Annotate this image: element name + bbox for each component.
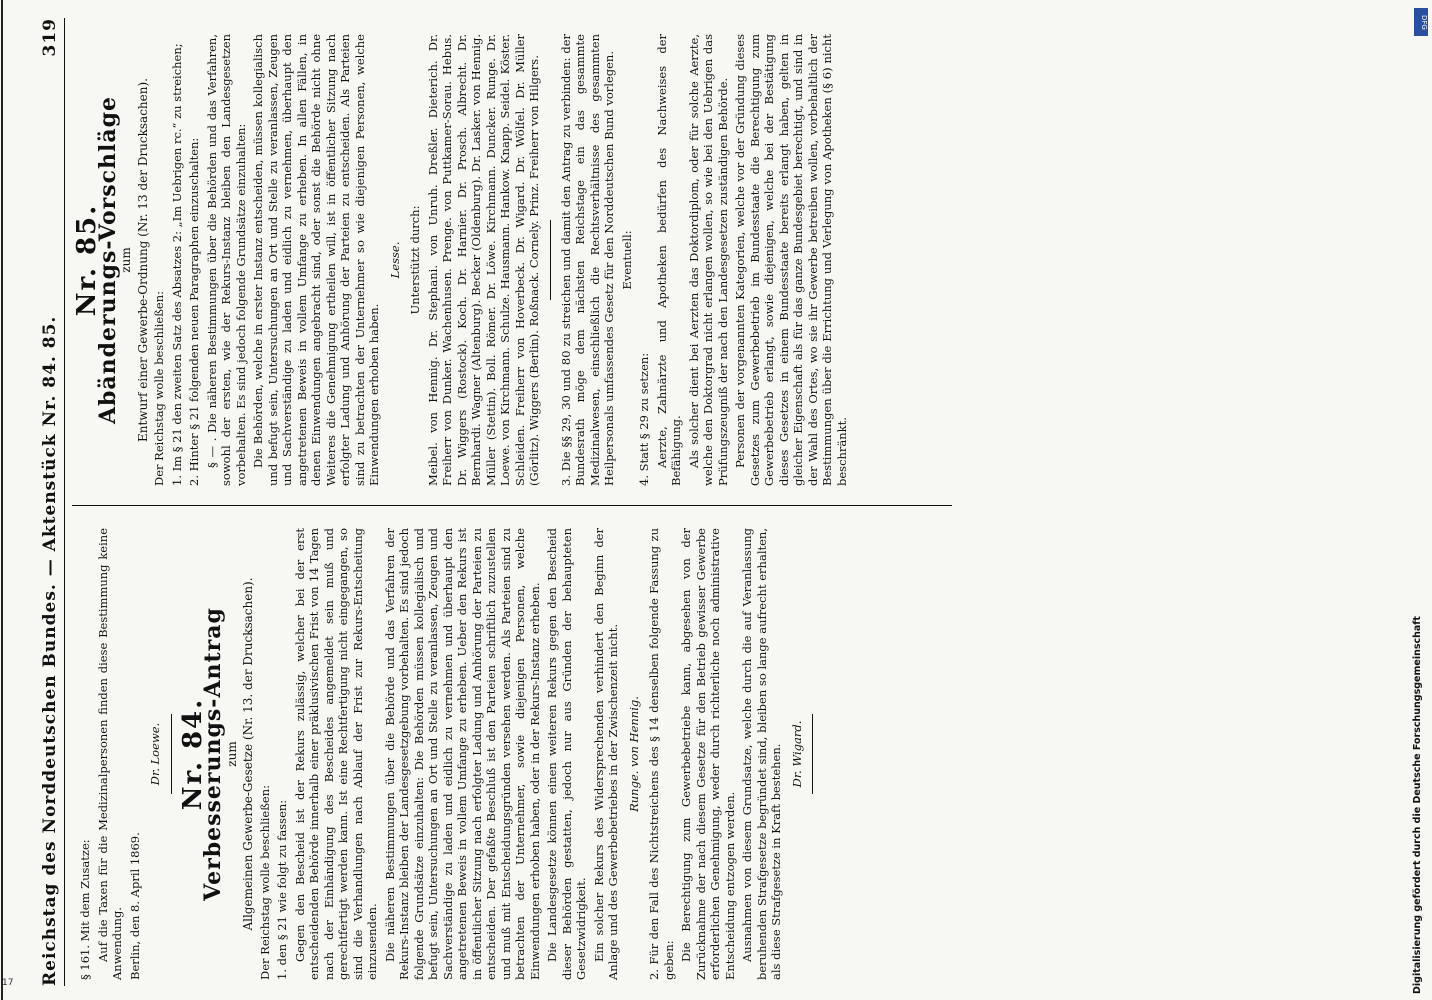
- number-84: Nr. 84.: [177, 697, 208, 811]
- running-header: [40, 18, 66, 986]
- r-para-body2: Die Behörden, welche in erster Instanz entscheiden, müssen kollegialisch und befugt sein, Untersuchungen an Ort und Stelle zu veranlassen, Zeugen und Sachverständige zu laden und eidlich zu vernehmen, überhaupt den angetretenen Beweis in vollem Umfange zu erheben. In allen Fällen, in denen Einwendungen angebracht sind, oder sonst die Behörde nicht ohne Weiteres die Genehmigung ertheilen will, ist in öffentlicher Sitzung nach erfolgter Ladung und Anhörung der Parteien zu entscheiden. Als Parteien sind zu betrachten der Unternehmer so wie diejenigen Personen, welche Einwendungen erhoben haben.: [251, 34, 381, 486]
- page-number: 319: [40, 18, 60, 57]
- item2-body1: Die Berechtigung zum Gewerbebetriebe kann, abgesehen von der Zurücknahme der nach diesem Gesetze für den Betrieb gewisser Gewerbe erforderlichen Genehmigung, weder durch richterliche noch administrative Entscheidung entzogen werden.: [679, 528, 737, 980]
- item2-body2: Ausnahmen von diesem Grundsatze, welche durch die auf Veranlassung beruhenden Strafgesetze begründet sind, bleiben so lange aufrecht erhalten, als diese Strafgesetze in Kraft bestehen.: [740, 528, 783, 980]
- rotated-page-content: [12, 18, 1412, 986]
- separator-r: [550, 220, 551, 300]
- title-85: Abänderungs-Vorschläge: [94, 95, 121, 425]
- r-item4-body3: Personen der vorgenannten Kategorien, welche vor der Gründung dieses Gesetzes zum Gewerbebetrieb im Bundesstaate die Berechtigung zum Gewerbebetrieb erlangt, sowie diejenigen, welche bei der Bestätigung dieses Gesetzes in einem Bundesstaate bereits erlangt haben, gelten in gleicher Eigenschaft als für das ganze Bundesgebiet berechtigt, und sind in der Wahl des Ortes, wo sie ihr Gewerbe betreiben wollen, vorbehaltlich der Bestimmungen über die Errichtung und Verlegung von Apotheken (§ 6) nicht beschränkt.: [733, 34, 849, 486]
- digitization-note: Digitalisierung gefördert durch die Deutsche Forschungsgemeinschaft: [1412, 616, 1423, 994]
- r-item4-body1: Aerzte, Zahnärzte und Apotheken bedürfen des Nachweises der Befähigung.: [654, 34, 683, 486]
- r-item1: 1. Im § 21 den zweiten Satz des Absatzes 2: „Im Uebrigen rc.“ zu streichen;: [169, 43, 184, 486]
- column-divider: [72, 505, 952, 506]
- item2-head: 2. Für den Fall des Nichtstreichens des § 14 denselben folgende Fassung zu geben:: [647, 528, 676, 980]
- eventuell: Eventuell:: [619, 230, 634, 290]
- separator-end: [812, 714, 813, 794]
- supported-by: Unterstützt durch:: [408, 205, 422, 315]
- item1-body1: Gegen den Bescheid ist der Rekurs zulässig, welcher bei der erst entscheidenden Behörde innerhalb einer präklusivischen Frist von 14 Tagen nach der Einhändigung des Bescheides angemeldet sein muß und gerechtfertigt werden kann. Ist eine Rechtfertigung nicht eingegangen, so sind die Verhandlungen nach Ablauf der Frist zur Rekurs-Entscheitung einzusenden.: [292, 528, 379, 980]
- r-item4-head: 4. Statt § 29 zu setzen:: [637, 352, 651, 486]
- item1-body2: Die näheren Bestimmungen über die Behörde und das Verfahren der Rekurs-Instanz bleiben der Landesgesetzgebung vorbehalten. Es sind jedoch folgende Grundsätze einzuhalten: Die Behörden müssen kollegialisch und befugt sein, Untersuchungen an Ort und Stelle zu veranlassen, Zeugen und Sachverständige zu laden und eidlich zu vernehmen und überhaupt den angetretenen Beweis in vollem Umfange zu erheben. Ueber den Rekurs ist in öffentlicher Sitzung nach erfolgter Ladung und Anhörung der Parteien zu entscheiden. Der gefaßte Beschluß ist den Parteien schriftlich zuzustellen und muß mit Entscheidungsgründen versehen werden. Als Parteien sind zu betrachten der Unternehmer, sowie diejenigen Personen, welche Einwendungen erhoben haben, oder in der Rekurs-Instanz erheben.: [382, 528, 542, 980]
- supporters-list: Meibel. von Hennig. Dr. Stephani. von Unruh. Dreßler. Dieterich. Dr. Freiherr von Dunker. Wachenhusen. Prenge. von Puttkamer-Sorau. Hebus. Dr. Wiggers (Rostock). Koch. Dr. Harnier. Dr. Prosch. Albrecht. Dr. Bernhardi. Wagner (Altenburg). Becker (Oldenburg). Dr. Lasker. von Hennig. Müller (Stettin). Boll. Römer. Dr. Löwe. Kirchmann. Duncker. Runge. Dr. Loewe. von Kirchmann. Schulze. Hausmann. Hankow. Knapp. Seidel. Köster. Schleiden. Freiherr von Hoverbeck. Dr. Wigard. Dr. Wölfel. Dr. Müller (Görlitz). Wiggers (Berlin). Roßnack. Cornely. Prinz. Freiherr von Hilgers.: [425, 34, 541, 486]
- r-item4-body2: Als solcher dient bei Aerzten das Doktordiplom, oder für solche Aerzte, welche den Doktorgrad nicht erlangen wollen, so wie bei den Uebrigen das Prüfungszeugniß der nach den Landesgesetzen zuständigen Behörde.: [686, 34, 730, 486]
- signature-lesse: Lesse.: [387, 241, 402, 279]
- r-item2: 2. Hinter § 21 folgenden neuen Paragraphen einzuschalten:: [187, 137, 201, 486]
- item1-head: 1. den § 21 wie folgt zu fassen:: [275, 799, 289, 980]
- item1-body3: Die Landesgesetze können einen weiteren Rekurs gegen den Bescheid dieser Behörden gestatten, jedoch nur aus Gründen der behaupteten Gesetzwidrigkeit.: [545, 528, 588, 980]
- r-item3: 3. Die §§ 29, 30 und 80 zu streichen und damit den Antrag zu verbinden: der Bundesrath möge dem nächsten Reichstage ein das gesammte Medizinalwesen, einschließlich die Rechtsverhältnisse des gesammten Heilpersonals umfassendes Gesetz für den Norddeutschen Bund vorlegen.: [558, 34, 616, 486]
- item1-body4: Ein solcher Rekurs des Widersprechenden verhindert den Beginn der Anlage und des Gewerbebetriebes in der Zwischenzeit nicht.: [591, 528, 620, 980]
- signature-wigard: Dr. Wigard.: [789, 720, 804, 788]
- signature-runge: Runge. von Hennig.: [626, 696, 641, 812]
- page-edge: [1, 0, 3, 1000]
- place-date: Berlin, den 8. April 1869.: [127, 832, 142, 980]
- right-column: [72, 34, 852, 486]
- corner-mark: 17: [2, 978, 14, 988]
- left-column: [78, 528, 821, 980]
- title-84: Verbesserungs-Antrag: [200, 607, 226, 901]
- subtitle-85: Entwurf einer Gewerbe-Ordnung (Nr. 13 der Drucksachen).: [135, 78, 150, 443]
- intro-85: Der Reichstag wolle beschließen:: [152, 291, 166, 486]
- subtitle-84: Allgemeinen Gewerbe-Gesetze (Nr. 13. der Drucksachen).: [241, 577, 255, 931]
- header-rule: [64, 18, 65, 986]
- paragraph-161: § 161. Mit dem Zusatze:: [78, 839, 92, 980]
- r-para-body1: § — . Die näheren Bestimmungen über die Behörden und das Verfahren, sowohl der ersten, wie der Rekurs-Instanz bleiben den Landesgesetzen vorbehalten. Es sind jedoch folgende Grundsätze einzuhalten:: [204, 34, 248, 486]
- intro-84: Der Reichstag wolle beschließen:: [257, 785, 272, 980]
- signature-loewe: Dr. Loewe.: [148, 722, 162, 786]
- zum-85: zum: [119, 247, 133, 273]
- separator: [171, 714, 172, 794]
- header-title: Reichstag des Norddeutschen Bundes. — Aktenstück Nr. 84. 85.: [40, 315, 60, 986]
- zum-84: zum: [224, 741, 239, 767]
- dfg-logo: DFG: [1414, 8, 1428, 36]
- paragraph-161-note: Auf die Taxen für die Medizinalpersonen finden diese Bestimmung keine Anwendung.: [95, 528, 124, 980]
- number-85: Nr. 85.: [72, 203, 102, 317]
